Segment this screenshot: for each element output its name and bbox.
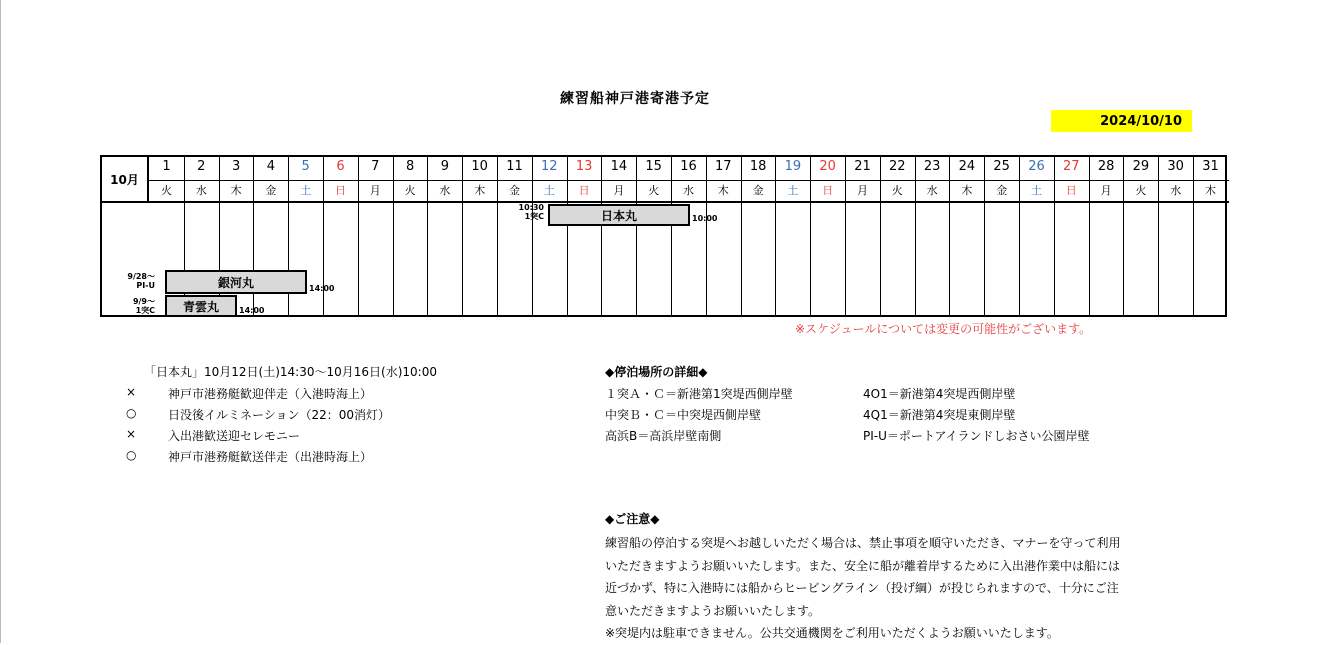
day-weekday: 木 [230,184,242,197]
column-divider [427,157,428,317]
day-weekday: 金 [509,184,520,197]
schedule-calendar [100,155,1227,317]
day-number: 2 [197,159,206,174]
day-number: 10 [471,159,488,174]
day-number: 27 [1063,159,1080,174]
column-divider [393,157,394,317]
column-divider [636,157,637,317]
column-divider [323,157,324,317]
event-item: 神戸市港務艇歓送伴走（出港時海上） [168,450,373,464]
column-divider [567,157,568,317]
berth-item: 4O1＝新港第4突堤西側岸壁 [863,387,1016,401]
day-weekday: 水 [1170,184,1182,197]
column-divider [706,157,707,317]
column-divider [775,157,776,317]
day-weekday: 土 [787,184,799,197]
page-left-border [0,0,1,643]
day-weekday: 水 [926,184,938,197]
day-weekday: 木 [1205,184,1216,197]
event-item: 日没後イルミネーション（22：00消灯） [168,408,391,422]
column-divider [1019,157,1020,317]
day-number: 11 [506,159,523,174]
day-number: 12 [541,159,558,174]
day-weekday: 月 [857,184,868,197]
column-divider [462,157,463,317]
berth-item: 4Q1＝新港第4突堤東側岸壁 [863,408,1016,422]
day-number: 16 [680,159,697,174]
day-number: 24 [958,159,976,174]
day-weekday: 金 [265,184,277,197]
caution-heading: ◆ご注意◆ [605,512,660,526]
day-number: 18 [749,159,767,174]
column-divider [1158,157,1159,317]
day-number: 20 [819,159,836,174]
day-number: 3 [231,159,241,174]
day-number: 14 [610,159,628,174]
berth-heading: ◆停泊場所の詳細◆ [605,365,708,379]
day-weekday: 月 [613,184,625,197]
day-weekday: 土 [300,184,312,197]
event-status-mark: × [126,427,137,441]
day-number: 1 [162,159,171,174]
day-weekday: 火 [404,184,416,197]
day-weekday: 金 [752,184,764,197]
day-number: 9 [440,159,450,174]
event-item: 神戸市港務艇歓迎伴走（入港時海上） [168,387,373,401]
header-bottom-divider [102,201,1229,203]
day-number: 22 [889,159,906,174]
day-number: 21 [854,159,871,174]
caution-line: 練習船の停泊する突堤へお越しいただく場合は、禁止事項を順守いただき、マナーを守って利用 [605,536,1121,550]
day-weekday: 月 [1100,184,1112,197]
caution-line: 意いただきますようお願いいたします。 [605,603,821,618]
day-weekday: 月 [369,184,381,197]
day-number: 23 [923,159,941,174]
page-title: 練習船神戸港寄港予定 [560,91,710,107]
day-weekday: 土 [1031,184,1042,197]
day-number: 19 [784,159,802,174]
ship-bar-nihonmaru[interactable]: 日本丸 [548,204,690,226]
column-divider [532,157,533,317]
column-divider [984,157,985,317]
event-status-mark: ○ [126,406,137,420]
day-number: 4 [266,159,276,174]
caution-line: ※突堤内は駐車できません。公共交通機関をご利用いただくようお願いいたします。 [605,626,1059,641]
ship-bar-seiunmaru[interactable]: 青雲丸 [165,295,237,317]
day-weekday: 土 [543,184,555,197]
berth-item: 高浜B＝高浜岸壁南側 [605,429,722,443]
seiunmaru-arrival: 9/9～ 1突C [132,297,155,315]
day-weekday: 火 [161,184,172,197]
day-weekday: 火 [1135,184,1147,197]
day-weekday: 木 [961,184,973,197]
update-date: 2024/10/10 [1051,110,1192,132]
column-divider [497,157,498,317]
berth-item: PI-U＝ポートアイランドしおさい公園岸壁 [863,429,1090,443]
day-weekday: 金 [996,184,1008,197]
column-divider [358,157,359,317]
event-status-mark: × [126,385,137,399]
day-number: 6 [336,159,345,174]
column-divider [601,157,602,317]
day-number: 30 [1167,159,1184,174]
column-divider [880,157,881,317]
column-divider [915,157,916,317]
caution-text [605,532,1165,645]
column-divider [741,157,742,317]
day-number: 13 [575,159,593,174]
seiunmaru-departure: 14:00 [239,306,265,315]
nihonmaru-arrival: 10:30 1突C [518,203,544,221]
column-divider [949,157,950,317]
event-status-mark: ○ [126,448,137,462]
day-number: 5 [301,159,310,174]
day-weekday: 水 [195,184,207,197]
caution-line: 近づかず、特に入港時には船からヒービングライン（投げ綱）が投じられますので、十分にご注 [605,581,1119,596]
column-divider [1089,157,1090,317]
day-number: 25 [993,159,1010,174]
month-label: 10月 [102,157,149,203]
nihonmaru-departure: 10:00 [692,214,718,223]
gingamaru-departure: 14:00 [309,284,335,293]
day-number: 29 [1132,159,1150,174]
day-number: 8 [405,159,415,174]
day-number: 31 [1202,159,1219,174]
day-weekday: 水 [439,184,451,197]
event-item: 入出港歓送迎セレモニー [168,429,301,443]
day-number: 28 [1097,159,1115,174]
column-divider [1123,157,1124,317]
caution-line: いただきますようお願いいたします。また、安全に船が離着岸するために入出港作業中は船には [605,558,1121,573]
day-weekday: 日 [578,184,590,197]
day-number: 15 [645,159,662,174]
day-weekday: 水 [683,184,694,197]
column-divider [1054,157,1055,317]
day-weekday: 木 [474,184,486,197]
gingamaru-arrival: 9/28～ PI-U [127,272,155,290]
day-number: 17 [715,159,732,174]
event-heading: 「日本丸」10月12日(土)14:30～10月16日(水)10:00 [144,365,437,379]
schedule-change-notice: ※スケジュールについては変更の可能性がございます。 [795,322,1092,336]
berth-item: 中突Ｂ・Ｃ＝中突堤西側岸壁 [605,408,762,422]
column-divider [1193,157,1194,317]
day-weekday: 日 [822,184,834,197]
day-weekday: 火 [891,184,903,197]
day-weekday: 日 [1065,184,1077,197]
day-number: 7 [371,159,380,174]
column-divider [810,157,811,317]
day-weekday: 木 [717,184,729,197]
row-divider [149,180,1229,181]
ship-bar-gingamaru[interactable]: 銀河丸 [165,270,307,294]
day-weekday: 日 [335,184,346,197]
day-weekday: 火 [648,184,660,197]
column-divider [845,157,846,317]
berth-item: １突Ａ・Ｃ＝新港第1突堤西側岸壁 [605,387,793,401]
day-number: 26 [1028,159,1045,174]
column-divider [671,157,672,317]
